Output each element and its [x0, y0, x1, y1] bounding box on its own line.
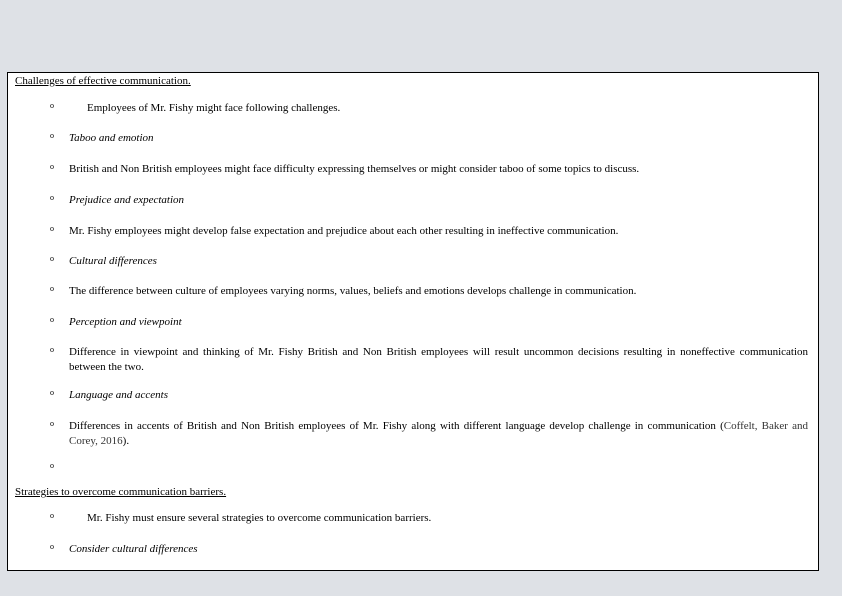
list-item-text: Language and accents — [69, 389, 168, 401]
list-item-text: Mr. Fishy must ensure several strategies to overcome communication barriers. — [87, 512, 432, 524]
list-item-text: Difference in viewpoint and thinking of Mr. Fishy British and Non British employees will result uncommon decisions resulting in noneffective communication between the two. — [69, 346, 808, 373]
list-item-text: Consider cultural differences — [69, 543, 198, 555]
bullet-icon: o — [50, 419, 54, 428]
bullet-icon: o — [50, 162, 54, 171]
bullet-icon: o — [50, 131, 54, 140]
section-heading-strategies: Strategies to overcome communication barriers. — [15, 486, 227, 498]
document-page — [7, 72, 819, 571]
list-item-text: Taboo and emotion — [69, 132, 154, 144]
bullet-icon: o — [50, 345, 54, 354]
list-item-text: Mr. Fishy employees might develop false expectation and prejudice about each other resulting in ineffective communication. — [69, 225, 619, 237]
section-heading-challenges: Challenges of effective communication. — [15, 75, 191, 87]
list-item-text: Perception and viewpoint — [69, 316, 182, 328]
bullet-icon: o — [50, 284, 54, 293]
bullet-icon: o — [50, 315, 54, 324]
bullet-icon: o — [50, 101, 54, 110]
bullet-icon: o — [50, 511, 54, 520]
bullet-icon: o — [50, 388, 54, 397]
list-item-text: British and Non British employees might face difficulty expressing themselves or might consider taboo of some topics to discuss. — [69, 163, 640, 175]
bullet-icon: o — [50, 224, 54, 233]
list-item-text: Cultural differences — [69, 255, 157, 267]
list-item-text: The difference between culture of employees varying norms, values, beliefs and emotions develops challenge in communication. — [69, 285, 637, 297]
bullet-icon: o — [50, 542, 54, 551]
list-item-text: Prejudice and expectation — [69, 194, 185, 206]
bullet-icon: o — [50, 461, 54, 470]
citation: Coffelt, Baker and Corey, 2016 — [69, 420, 809, 447]
list-item-text-suffix: ). — [122, 435, 130, 447]
bullet-icon: o — [50, 193, 54, 202]
list-item-text-body: Differences in accents of British and Non British employees of Mr. Fishy along with different language develop challenge in communication ( — [69, 420, 724, 432]
list-item-text — [69, 419, 808, 449]
list-item-text: Employees of Mr. Fishy might face following challenges. — [87, 102, 341, 114]
bullet-icon: o — [50, 254, 54, 263]
